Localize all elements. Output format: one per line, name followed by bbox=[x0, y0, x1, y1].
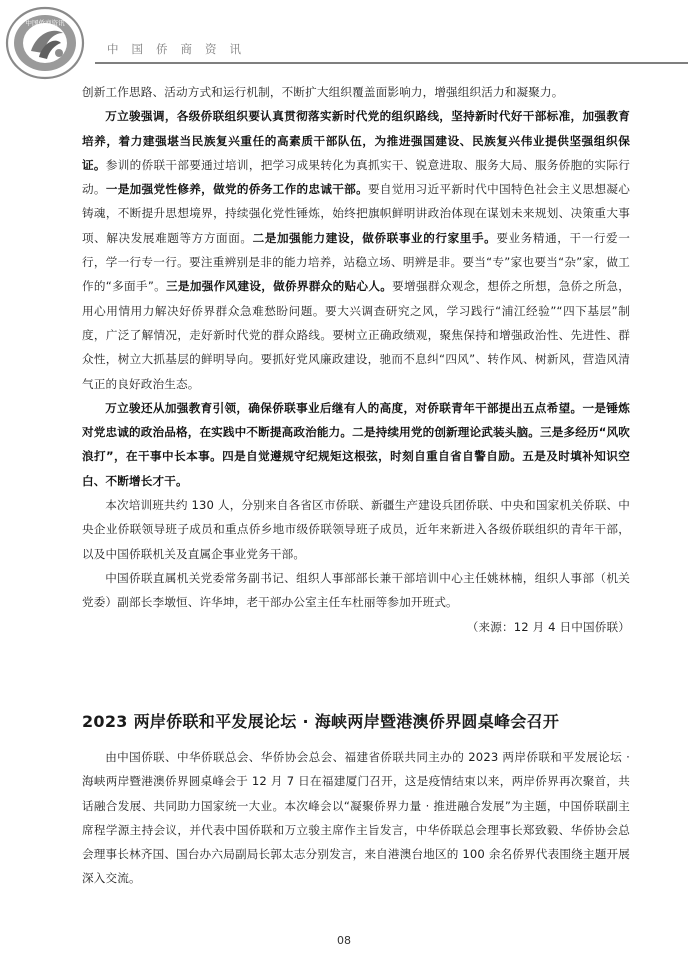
page-number: 08 bbox=[337, 934, 351, 947]
paragraph: 由中国侨联、中华侨联总会、华侨协会总会、福建省侨联共同主办的 2023 两岸侨联和平发展论坛 · 海峡两岸暨港澳侨界圆桌峰会于 12 月 7 日在福建厦门召开，这是疫情结束以来，两岸侨界再次聚首，共话融合发展、共同助力国家统一大业。本次峰会以“凝聚侨界力量 · 推进融合发展”为主题，中国侨联副主席程学源主持会议，并代表中国侨联和万立骏主席作主旨发言，中华侨联总会理事长郑致毅、华侨协会总会理事长林齐国、国台办六局副局长郭太志分别发言，来自港澳台地区的 100 余名侨界代表围绕主题开展深入交流。 bbox=[82, 750, 630, 886]
bold-text: 一是加强党性修养，做党的侨务工作的忠诚干部。 bbox=[105, 182, 368, 197]
article-body-section1 bbox=[82, 80, 630, 639]
body-text: 参训的侨联干部要通过培训，把学习成果转化为真抓实干、锐意进取、服务大局、服务侨胞的实际行动。 bbox=[82, 157, 630, 197]
body-text: 要增强群众观念，想侨之所想，急侨之所急，用心用情用力解决好侨界群众急难愁盼问题。要大兴调查研究之风，学习践行“浦江经验”“四下基层”制度，广泛了解情况，走好新时代党的群众路线。要树立正确政绩观，聚焦保持和增强政治性、先进性、群众性，树立大抓基层的鲜明导向。要抓好党风廉政建设，驰而不息纠“四风”、转作风、树新风，营造风清气正的良好政治生态。 bbox=[82, 279, 630, 391]
paragraph bbox=[82, 104, 630, 396]
paragraph: 中国侨联直属机关党委常务副书记、组织人事部部长兼干部培训中心主任姚林楠，组织人事部（机关党委）副部长李墩恒、许华坤，老干部办公室主任车杜丽等参加开班式。 bbox=[82, 570, 630, 610]
page-header bbox=[0, 0, 688, 90]
header-rule bbox=[95, 62, 688, 64]
bold-text: 万立骏还从加强教育引领，确保侨联事业后继有人的高度，对侨联青年干部提出五点希望。一是锤炼对党忠诚的政治品格，在实践中不断提高政治能力。二是持续用党的创新理论武装头脑。三是多经历“风吹浪打”，在干事中长本事。四是自觉遵规守纪规矩这根弦，时刻自重自省自警自励。五是及时填补知识空白、不断增长才干。 bbox=[82, 400, 630, 488]
magazine-logo-icon bbox=[3, 3, 91, 81]
paragraph bbox=[82, 396, 630, 493]
bold-text: 万立骏强调，各级侨联组织要认真贯彻落实新时代党的组织路线，坚持新时代好干部标准，加强教育培养，着力建强堪当民族复兴重任的高素质干部队伍，为推进强国建设、民族复兴伟业提供坚强组织保证。 bbox=[82, 109, 630, 172]
bold-text: 三是加强作风建设，做侨界群众的贴心人。 bbox=[166, 279, 393, 294]
body-text: 要自觉用习近平新时代中国特色社会主义思想凝心铸魂，不断提升思想境界，持续强化党性锤炼，始终把旗帜鲜明讲政治体现在谋划未来规划、决策重大事项、解决发展难题等方方面面。 bbox=[82, 182, 630, 245]
svg-text:中国侨商资讯: 中国侨商资讯 bbox=[25, 19, 65, 27]
source-note: （来源：12 月 4 日中国侨联） bbox=[466, 619, 630, 634]
bold-text: 二是加强能力建设，做侨联事业的行家里手。 bbox=[252, 230, 497, 245]
paragraph: 创新工作思路、活动方式和运行机制，不断扩大组织覆盖面影响力，增强组织活力和凝聚力。 bbox=[82, 85, 564, 99]
paragraph: 本次培训班共约 130 人，分别来自各省区市侨联、新疆生产建设兵团侨联、中央和国家机关侨联、中央企业侨联领导班子成员和重点侨乡地市级侨联领导班子成员，近年来新进入各级侨联组织的青年干部，以及中国侨联机关及直属企事业党务干部。 bbox=[82, 498, 630, 561]
header-title: 中国侨商资讯 bbox=[107, 42, 254, 56]
body-text: 要业务精通，干一行爱一行，学一行专一行。要注重辨别是非的能力培养，站稳立场、明辨是非。要当“专”家也要当“杂”家，做工作的“多面手”。 bbox=[82, 230, 630, 294]
article-headline: 2023 两岸侨联和平发展论坛 · 海峡两岸暨港澳侨界圆桌峰会召开 bbox=[82, 712, 560, 731]
article-body-section2 bbox=[82, 745, 630, 891]
